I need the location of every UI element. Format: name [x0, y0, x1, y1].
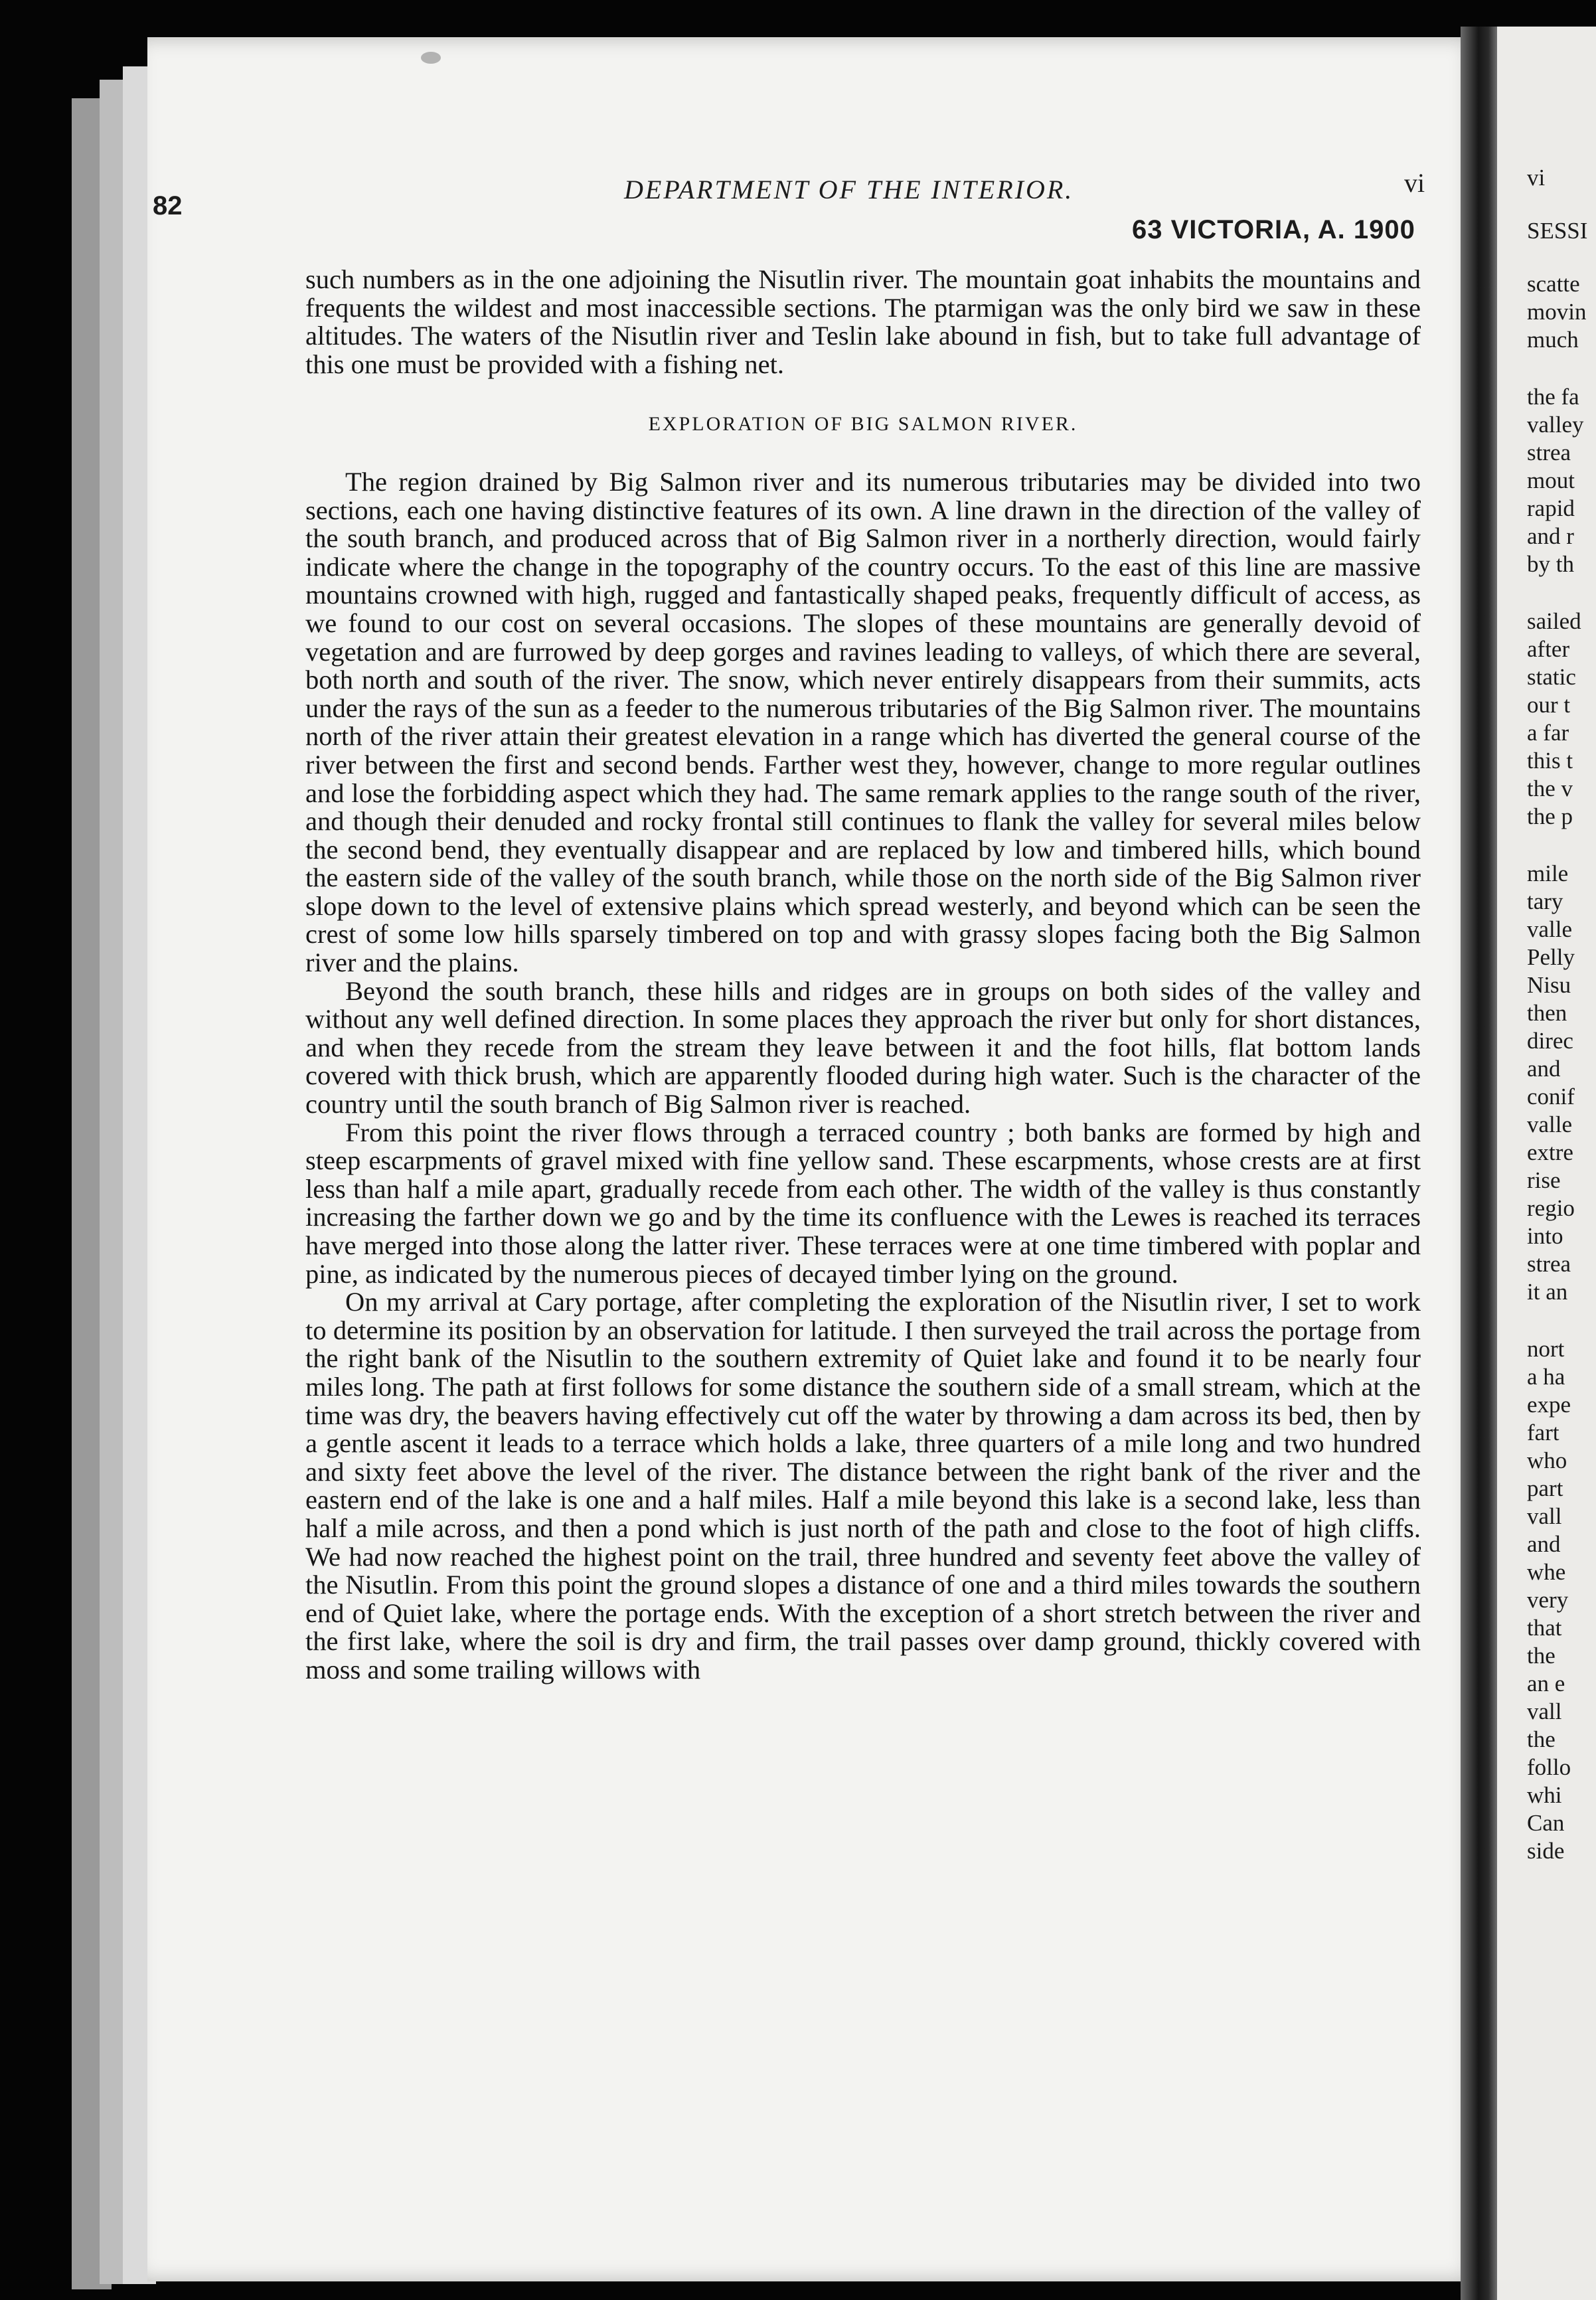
facing-page-fragment: a far [1527, 720, 1569, 746]
paragraph: such numbers as in the one adjoining the Nisutlin river. The mountain goat inhabits the mountains and frequents the wildest and most inaccessible sections. The ptarmigan was the only bird we saw in these altitudes. The waters of the Nisutlin river and Teslin lake abound in fish, but to take full advantage of this one must be provided with a fishing net. [305, 264, 1421, 379]
page-number: 82 [153, 191, 183, 220]
paragraph: From this point the river flows through a terraced country ; both banks are formed by high and steep escarpments of gravel mixed with fine yellow sand. These escarpments, whose crests are at first less than half a mile apart, gradually recede from each other. The width of the valley is thus constantly increasing the farther down we go and by the time its confluence with the Lewes is reached its terraces have merged into those along the latter river. These terraces were at one time timbered with poplar and pine, as indicated by the numerous pieces of decayed timber lying on the ground. [305, 1117, 1421, 1289]
facing-page-fragment: valle [1527, 916, 1573, 942]
section-heading: EXPLORATION OF BIG SALMON RIVER. [648, 413, 1078, 436]
facing-page-fragment: rise [1527, 1167, 1561, 1193]
session-line: 63 VICTORIA, A. 1900 [1132, 215, 1415, 244]
facing-page-fragment: the p [1527, 803, 1573, 829]
facing-page-fragment: the [1527, 1643, 1556, 1669]
facing-page-fragment: movin [1527, 299, 1587, 325]
facing-page-fragment: static [1527, 664, 1576, 690]
facing-page-fragment: much [1527, 327, 1579, 353]
facing-page-fragment: our t [1527, 692, 1571, 718]
facing-page-fragment: fart [1527, 1420, 1559, 1445]
paragraph: On my arrival at Cary portage, after completing the exploration of the Nisutlin river, I set to work to determine its position by an observation for latitude. I then surveyed the trail across the portage from the right bank of the Nisutlin to the southern extremity of Quiet lake and found it to be nearly four miles long. The path at first follows for some distance the southern side of a small stream, which at the time was dry, the beavers having effectively cut off the water by throwing a dam across its bed, then by a gentle ascent it leads to a terrace which holds a lake, three quarters of a mile long and two hundred and sixty feet above the level of the river. The distance between the right bank of the river and the eastern end of the lake is one and a half miles. Half a mile beyond this lake is a second lake, less than half a mile across, and then a pond which is just north of the path and close to the foot of high cliffs. We had now reached the highest point on the trail, three hundred and seventy feet above the valley of the Nisutlin. From this point the ground slopes a distance of one and a third miles towards the southern end of Quiet lake, where the portage ends. With the exception of a short stretch between the river and the first lake, where the soil is dry and firm, the trail passes over damp ground, thickly covered with moss and some trailing willows with [305, 1287, 1421, 1684]
scan-speck [421, 52, 441, 64]
facing-page-fragment: an e [1527, 1671, 1565, 1696]
facing-page-fragment: direc [1527, 1028, 1573, 1054]
facing-page-fragment: strea [1527, 440, 1571, 465]
book-gutter [1461, 27, 1500, 2300]
facing-page-fragment: tary [1527, 888, 1563, 914]
running-head: DEPARTMENT OF THE INTERIOR. [624, 175, 1074, 205]
facing-page-fragment: Nisu [1527, 972, 1571, 998]
paragraph: Beyond the south branch, these hills and ridges are in groups on both sides of the valley and without any well defined direction. In some places they approach the river but only for short distances, and when they recede from the stream they leave between it and the foot hills, flat bottom lands covered with thick brush, which are apparently flooded during high water. Such is the character of the country until the south branch of Big Salmon river is reached. [305, 975, 1421, 1119]
facing-page-fragment: vi [1527, 165, 1546, 191]
facing-page-fragment: very [1527, 1587, 1569, 1613]
facing-page-fragment: rapid [1527, 495, 1575, 521]
facing-page-fragment: into [1527, 1223, 1563, 1249]
facing-page-fragment: follo [1527, 1754, 1571, 1780]
facing-page-fragment: mile [1527, 861, 1569, 886]
paragraph: The region drained by Big Salmon river and its numerous tributaries may be divided into two sections, each one having distinctive features of its own. A line drawn in the direction of the valley of the south branch, and produced across that of Big Salmon river in a northerly direction, would fairly indicate where the change in the topography of the country occurs. To the east of this line are massive mountains crowned with high, rugged and fantastically shaped peaks, frequently difficult of access, as we found to our cost on several occasions. The slopes of these mountains are generally devoid of vegetation and are furrowed by deep gorges and ravines leading to valleys, of which there are several, both north and south of the river. The snow, which never entirely disappears from their summits, acts under the rays of the sun as a feeder to the numerous tributaries of the Big Salmon river. The mountains north of the river attain their greatest elevation in a range which has diverted the general course of the river between the first and second bends. Farther west they, however, change to more regular outlines and lose the forbidding aspect which they had. The same remark applies to the range south of the river, and though their denuded and rocky frontal still continues to flank the valley for several miles below the second bend, they eventually disappear and are replaced by low and timbered hills, which bound the eastern side of the valley of the south branch, while those on the north side of the Big Salmon river slope down to the level of extensive plains which spread westerly, and beyond which can be seen the crest of some low hills sparsely timbered on top and with grassy slopes facing both the Big Salmon river and the plains. [305, 466, 1421, 978]
facing-page-fragment: who [1527, 1447, 1567, 1473]
facing-page-fragment: that [1527, 1615, 1562, 1641]
facing-page-fragment: scatte [1527, 271, 1580, 297]
facing-page-fragment: expe [1527, 1392, 1571, 1418]
facing-page [1497, 27, 1596, 2300]
facing-page-fragment: a ha [1527, 1364, 1565, 1390]
facing-page-fragment: vall [1527, 1503, 1562, 1529]
facing-page-fragment: the v [1527, 776, 1573, 801]
facing-page-fragment: then [1527, 1000, 1567, 1026]
body-text [305, 266, 1421, 1684]
facing-page-fragment: and [1527, 1056, 1561, 1082]
facing-page-fragment: valley [1527, 412, 1584, 438]
facing-page-fragment: the fa [1527, 384, 1579, 410]
facing-page-fragment: SESSI [1527, 218, 1588, 244]
facing-page-fragment: sailed [1527, 608, 1581, 634]
facing-page-fragment: strea [1527, 1251, 1571, 1277]
facing-page-fragment: by th [1527, 551, 1574, 577]
facing-page-fragment: the [1527, 1726, 1556, 1752]
facing-page-fragment: mout [1527, 467, 1575, 493]
facing-page-fragment: part [1527, 1475, 1563, 1501]
facing-page-fragment: whi [1527, 1782, 1562, 1808]
facing-page-fragment: nort [1527, 1336, 1565, 1362]
facing-page-fragment: and [1527, 1531, 1561, 1557]
facing-page-fragment: vall [1527, 1698, 1562, 1724]
facing-page-fragment: side [1527, 1838, 1565, 1864]
facing-page-fragment: valle [1527, 1111, 1573, 1137]
facing-page-fragment: after [1527, 636, 1570, 662]
facing-page-fragment: Can [1527, 1810, 1565, 1836]
facing-page-fragment: it an [1527, 1279, 1568, 1305]
facing-page-fragment: extre [1527, 1139, 1573, 1165]
facing-page-fragment: conif [1527, 1084, 1575, 1109]
facing-page-fragment: whe [1527, 1559, 1566, 1585]
facing-page-fragment: and r [1527, 523, 1574, 549]
facing-page-fragment: this t [1527, 748, 1573, 774]
facing-page-fragment: Pelly [1527, 944, 1575, 970]
facing-page-fragment: regio [1527, 1195, 1575, 1221]
section-mark: vi [1404, 168, 1425, 198]
